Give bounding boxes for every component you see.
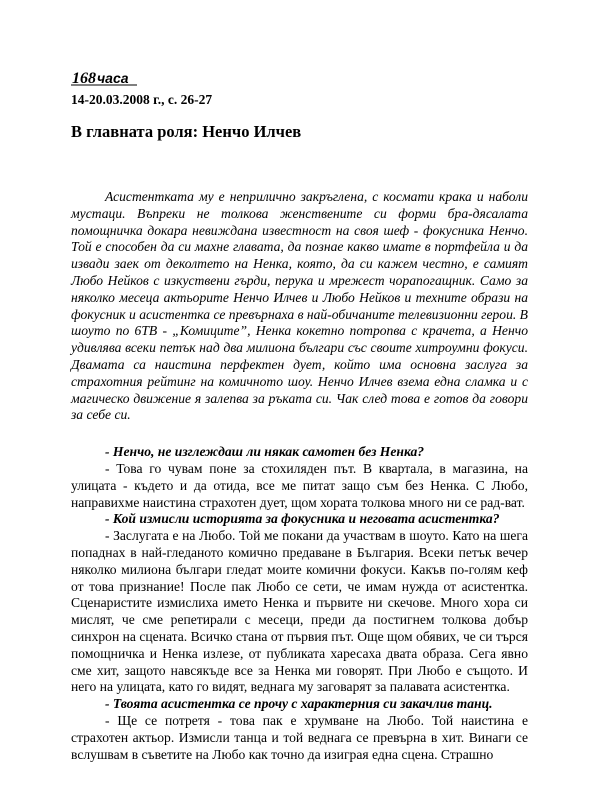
source-line: 14-20.03.2008 г., с. 26-27 xyxy=(71,92,213,107)
interview-question-3: - Твоята асистентка се прочу с характерния си закачлив танц. xyxy=(105,696,493,712)
interview-question-1: - Ненчо, не изглеждаш ли някак самотен без Ненка? xyxy=(105,444,425,460)
interview-answer-1: - Това го чувам поне за стохиляден път. В квартала, в магазина, на улицата - където и да отида, все ме питат защо съм без Ненка. С Любо, направихме наистина страхотен дует, щом хората толкова много ни се рад-ват. xyxy=(71,460,528,510)
article-intro: Асистентката му е неприлично закръглена, с космати крака и наболи мустаци. Въпреки не толкова женствените си форми бра-дясалата помощничка докара невиждана известност на своя шеф - фокусника Ненчо. Той е способен да си махне главата, да познае какво имате в портфейла и да извади заек от деколтето на Ненка, която, да си кажем честно, е самият Любо Нейков с изкуствени гърди, перука и мрежест чорапогащник. Само за няколко месеца актьорите Ненчо Илчев и Любо Нейков и техните образи на фокусник и асистентка се превърнаха в най-обичаните телевизионни герои. В шоуто по 6ТВ - „Комиците”, Ненка кокетно потропва с крачета, а Ненчо удивлява всеки петък над два милиона българи със своите хитроумни фокуси. Двамата са наистина перфектен дует, който има основна заслуга за страхотния рейтинг на комичното шоу. Ненчо Илчев взема една сламка и с магическо движение я залепва за ръката си. Чак след това е готов да говори за себе си. xyxy=(71,189,528,423)
article-title: В главната роля: Ненчо Илчев xyxy=(71,122,302,141)
interview-question-2: - Кой измисли историята за фокусника и неговата асистентка? xyxy=(105,511,500,527)
interview-answer-2: - Заслугата е на Любо. Той ме покани да участвам в шоуто. Като на шега попаднах в най-гледаното комично предаване в България. Всеки петък вечер няколко милиона българи гледат моите комични фокуси. Какъв по-голям кеф от това признание! После пак Любо се сети, че имам нужда от асистентка. Сценаристите измислиха името Ненка и първите ни скечове. Много хора си мислят, че сме репетирали с месеци, преди да постигнем толкова добър синхрон на сцената. Всичко стана от първия път. Още щом обявих, че си търся помощничка и Ненка излезе, от публиката харесаха двата образа. Сега явно сме хит, защото навсякъде все за Ненка ми говорят. При Любо е същото. И него на улицата, като го видят, веднага му заговарят за палавата асистентка. xyxy=(71,528,528,695)
logo-graphic xyxy=(71,68,137,86)
newspaper-logo xyxy=(71,68,137,86)
logo-word: часа xyxy=(97,70,129,86)
article-body xyxy=(71,189,528,763)
interview-answer-3: - Ще се потретя - това пак е хрумване на Любо. Той наистина е страхотен актьор. Измисли танца и той веднага се превърна в хит. Винаги се вслушвам в съветите на Любо как точно да изиграя една сцена. Страшно xyxy=(71,712,528,762)
logo-number: 168 xyxy=(72,70,96,86)
